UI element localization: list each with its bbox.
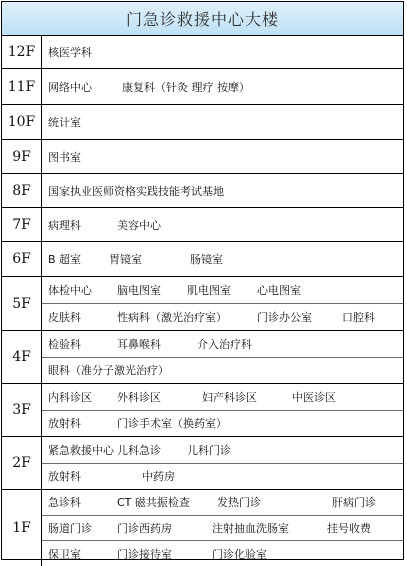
department-name: 国家执业医师资格实践技能考试基地 bbox=[48, 184, 224, 198]
floor-directory-board bbox=[1, 1, 404, 560]
department-name: 急诊科 bbox=[48, 496, 81, 510]
department-name: 核医学科 bbox=[48, 46, 92, 59]
department-name: 门诊接待室 bbox=[117, 547, 172, 561]
floor-row bbox=[2, 174, 403, 208]
department-line bbox=[42, 464, 403, 490]
department-name: B 超室 bbox=[48, 253, 82, 266]
floor-row bbox=[2, 208, 403, 242]
department-line bbox=[42, 490, 403, 516]
floor-departments bbox=[42, 36, 403, 68]
department-line bbox=[42, 411, 403, 437]
department-name: 发热门诊 bbox=[217, 496, 261, 510]
department-line bbox=[42, 105, 403, 139]
department-name: 康复科（针灸 理疗 按摩） bbox=[122, 80, 250, 94]
department-line bbox=[42, 437, 403, 464]
department-name: 门诊手术室（换药室） bbox=[117, 417, 227, 431]
floor-row bbox=[2, 140, 403, 174]
department-line bbox=[42, 69, 403, 104]
floor-row bbox=[2, 69, 403, 105]
department-name: 网络中心 bbox=[48, 80, 92, 94]
department-line bbox=[42, 242, 403, 276]
department-name: 紧急救援中心 bbox=[48, 443, 114, 457]
floor-row bbox=[2, 277, 403, 331]
floor-row bbox=[2, 384, 403, 437]
floor-departments bbox=[42, 140, 403, 173]
floor-departments bbox=[42, 384, 403, 436]
floor-number: 6F bbox=[2, 242, 42, 276]
department-line bbox=[42, 516, 403, 542]
department-name: 中药房 bbox=[142, 470, 175, 484]
department-name: 统计室 bbox=[48, 116, 81, 129]
floor-number: 11F bbox=[2, 69, 42, 104]
department-name: 肠道门诊 bbox=[48, 522, 92, 535]
floor-departments bbox=[42, 174, 403, 207]
floor-departments bbox=[42, 69, 403, 104]
floor-number: 2F bbox=[2, 437, 42, 489]
floor-number: 8F bbox=[2, 174, 42, 207]
directory-title: 门急诊救援中心大楼 bbox=[2, 2, 403, 36]
floor-row bbox=[2, 105, 403, 140]
department-name: 肝病门诊 bbox=[332, 496, 376, 510]
department-name: 肠镜室 bbox=[190, 253, 223, 266]
department-line bbox=[42, 174, 403, 207]
department-name: 美容中心 bbox=[117, 218, 161, 232]
department-name: 放射科 bbox=[48, 417, 81, 431]
department-name: 口腔科 bbox=[342, 311, 375, 324]
department-name: 皮肤科 bbox=[48, 311, 81, 324]
department-name: 脑电图室 bbox=[117, 284, 161, 297]
department-name: 门诊西药房 bbox=[117, 522, 172, 535]
department-name: 妇产科诊区 bbox=[202, 390, 257, 404]
department-name: 肌电图室 bbox=[187, 284, 231, 297]
floor-number: 10F bbox=[2, 105, 42, 139]
department-name: 眼科（准分子激光治疗） bbox=[48, 364, 169, 378]
floor-number: 1F bbox=[2, 490, 42, 566]
department-name: 图书室 bbox=[48, 150, 81, 164]
department-name: 胃镜室 bbox=[109, 253, 142, 266]
floor-row bbox=[2, 36, 403, 69]
department-name: 病理科 bbox=[48, 218, 81, 232]
department-line bbox=[42, 36, 403, 68]
department-line bbox=[42, 208, 403, 241]
floor-departments bbox=[42, 242, 403, 276]
floor-departments bbox=[42, 437, 403, 489]
department-name: CT 磁共振检查 bbox=[117, 496, 190, 510]
floor-departments bbox=[42, 490, 403, 566]
department-line bbox=[42, 331, 403, 358]
department-name: 门诊办公室 bbox=[257, 311, 312, 324]
floor-departments bbox=[42, 331, 403, 383]
floor-row bbox=[2, 437, 403, 490]
floor-number: 4F bbox=[2, 331, 42, 383]
floor-number: 9F bbox=[2, 140, 42, 173]
department-name: 耳鼻喉科 bbox=[117, 337, 161, 351]
floor-departments bbox=[42, 208, 403, 241]
department-name: 儿科门诊 bbox=[187, 443, 231, 457]
department-name: 外科诊区 bbox=[117, 390, 161, 404]
department-line bbox=[42, 140, 403, 173]
floor-number: 12F bbox=[2, 36, 42, 68]
department-name: 介入治疗科 bbox=[197, 337, 252, 351]
department-name: 保卫室 bbox=[48, 547, 81, 561]
floor-row bbox=[2, 490, 403, 566]
floor-number: 7F bbox=[2, 208, 42, 241]
department-name: 心电图室 bbox=[257, 284, 301, 297]
department-line bbox=[42, 304, 403, 330]
department-name: 放射科 bbox=[48, 470, 81, 484]
department-name: 儿科急诊 bbox=[117, 443, 161, 457]
floor-number: 3F bbox=[2, 384, 42, 436]
department-name: 内科诊区 bbox=[48, 390, 92, 404]
department-name: 挂号收费 bbox=[327, 522, 371, 535]
department-line bbox=[42, 384, 403, 411]
department-name: 体检中心 bbox=[48, 284, 92, 297]
floor-departments bbox=[42, 105, 403, 139]
department-name: 中医诊区 bbox=[292, 390, 336, 404]
floor-number: 5F bbox=[2, 277, 42, 330]
floor-list bbox=[2, 36, 403, 566]
floor-row bbox=[2, 242, 403, 277]
floor-row bbox=[2, 331, 403, 384]
department-name: 检验科 bbox=[48, 337, 81, 351]
department-line bbox=[42, 277, 403, 304]
department-line bbox=[42, 541, 403, 566]
department-name: 性病科（激光治疗室） bbox=[117, 311, 227, 324]
department-line bbox=[42, 358, 403, 384]
department-name: 门诊化验室 bbox=[212, 547, 267, 561]
department-name: 注射抽血洗肠室 bbox=[212, 522, 289, 535]
floor-departments bbox=[42, 277, 403, 330]
